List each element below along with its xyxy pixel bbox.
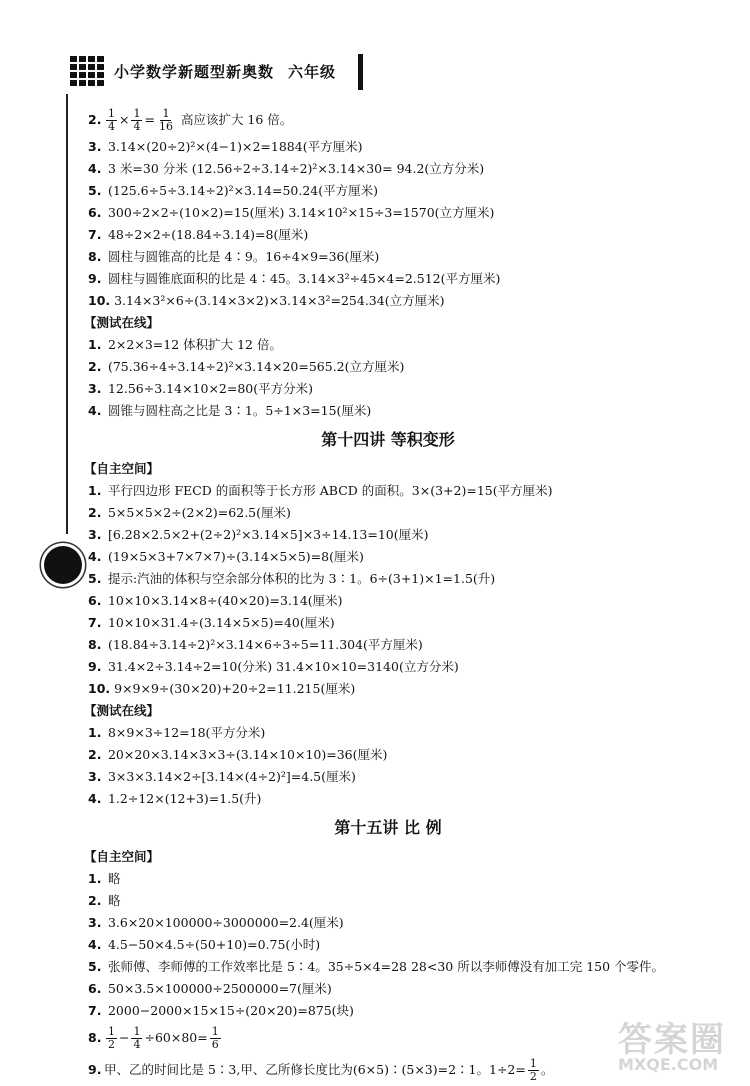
fraction-denominator: 6	[211, 1038, 219, 1051]
book-title: 小学数学新题型新奥数 六年级	[114, 63, 337, 81]
fraction	[157, 108, 175, 133]
answer-line	[88, 634, 708, 656]
answer-line	[88, 744, 708, 766]
fraction-numerator: 1	[133, 107, 141, 120]
grid-logo-icon	[70, 56, 104, 86]
fraction-denominator: 4	[133, 120, 141, 133]
answer-line	[88, 612, 708, 634]
fraction	[106, 108, 117, 133]
answer-line	[88, 268, 708, 290]
answer-text: 3.14×(20÷2)²×(4−1)×2=1884(平方厘米)	[104, 139, 363, 154]
fraction-denominator: 2	[529, 1070, 537, 1083]
fraction-numerator: 1	[162, 107, 170, 120]
fraction-numerator: 1	[108, 1025, 115, 1038]
answer-line	[88, 890, 708, 912]
item-number: 8.	[88, 637, 102, 652]
answer-line	[88, 202, 708, 224]
answer-text: 20×20×3.14×3×3÷(3.14×10×10)=36(厘米)	[104, 747, 388, 762]
answer-line	[88, 104, 708, 136]
item-number: 3.	[88, 527, 102, 542]
fraction-numerator: 1	[108, 107, 115, 120]
answer-text: 圆柱与圆锥底面积的比是 4∶45。3.14×3²÷45×4=2.512(平方厘米)	[104, 271, 501, 286]
answer-text: 300÷2×2÷(10×2)=15(厘米) 3.14×10²×15÷3=1570(立方厘米)	[104, 205, 495, 220]
answer-text: (18.84÷3.14÷2)²×3.14×6÷3÷5=11.304(平方厘米)	[104, 637, 423, 652]
page-circle-mark	[44, 546, 82, 584]
answer-text: 甲、乙的时间比是 5∶3,甲、乙所修长度比为(6×5)∶(5×3)=2∶1。1÷2=	[104, 1062, 526, 1077]
fraction-denominator: 4	[108, 120, 115, 133]
fraction-denominator: 2	[108, 1038, 115, 1051]
item-number: 1.	[88, 725, 102, 740]
fraction	[528, 1058, 539, 1083]
item-number: 8.	[88, 249, 102, 264]
answer-line	[88, 956, 708, 978]
item-number: 1.	[88, 337, 102, 352]
operator: −	[119, 1030, 130, 1045]
answer-text: 高应该扩大 16 倍。	[176, 112, 293, 127]
answer-line	[88, 868, 708, 890]
item-number: 6.	[88, 205, 102, 220]
item-number: 3.	[88, 915, 102, 930]
answer-text: 略	[104, 871, 121, 886]
fraction	[210, 1026, 221, 1051]
section-heading: 【测试在线】	[84, 315, 160, 330]
answer-line	[88, 158, 708, 180]
answer-line	[88, 678, 708, 700]
answer-text: 5×5×5×2÷(2×2)=62.5(厘米)	[104, 505, 291, 520]
answer-line	[88, 978, 708, 1000]
answer-text: 8×9×3÷12=18(平方分米)	[104, 725, 266, 740]
answer-line	[88, 788, 708, 810]
answer-line	[88, 912, 708, 934]
answer-line	[88, 334, 708, 356]
answer-text: 3.6×20×100000÷3000000=2.4(厘米)	[104, 915, 344, 930]
answer-line	[88, 246, 708, 268]
answer-line	[88, 480, 708, 502]
answer-text: (125.6÷5÷3.14÷2)²×3.14=50.24(平方厘米)	[104, 183, 378, 198]
fraction	[106, 1026, 117, 1051]
item-number: 2.	[88, 747, 102, 762]
answer-text: (75.36÷4÷3.14÷2)²×3.14×20=565.2(立方厘米)	[104, 359, 405, 374]
fraction-numerator: 1	[211, 1025, 219, 1038]
answer-line	[88, 934, 708, 956]
item-number: 5.	[88, 571, 102, 586]
answer-line	[88, 524, 708, 546]
answer-text: 10×10×3.14×8÷(40×20)=3.14(厘米)	[104, 593, 343, 608]
answer-text: 48÷2×2÷(18.84÷3.14)=8(厘米)	[104, 227, 309, 242]
answer-line	[88, 136, 708, 158]
answer-line	[88, 546, 708, 568]
item-number: 8.	[88, 1030, 102, 1045]
answer-text: 3.14×3²×6÷(3.14×3×2)×3.14×3²=254.34(立方厘米)	[110, 293, 445, 308]
answer-text: 12.56÷3.14×10×2=80(平方分米)	[104, 381, 314, 396]
answer-line	[88, 224, 708, 246]
section-heading: 【测试在线】	[84, 703, 160, 718]
answer-text: 4.5−50×4.5÷(50+10)=0.75(小时)	[104, 937, 321, 952]
item-number: 10.	[88, 293, 111, 308]
answer-text: [6.28×2.5×2+(2÷2)²×3.14×5]×3÷14.13=10(厘米)	[104, 527, 429, 542]
item-number: 1.	[88, 871, 102, 886]
answer-line	[88, 1054, 708, 1086]
operator: =	[144, 112, 155, 127]
answer-text: 1.2÷12×(12+3)=1.5(升)	[104, 791, 262, 806]
item-number: 4.	[88, 549, 102, 564]
answer-line	[88, 502, 708, 524]
item-number: 4.	[88, 161, 102, 176]
answer-line	[88, 290, 708, 312]
operator: ×	[119, 112, 130, 127]
answer-line	[88, 656, 708, 678]
watermark-url: MXQE.COM	[618, 1055, 719, 1074]
item-number: 6.	[88, 593, 102, 608]
item-number: 4.	[88, 791, 102, 806]
answer-line	[88, 356, 708, 378]
answer-text: (19×5×3+7×7×7)÷(3.14×5×5)=8(厘米)	[104, 549, 364, 564]
item-number: 2.	[88, 359, 102, 374]
item-number: 3.	[88, 769, 102, 784]
item-number: 3.	[88, 139, 102, 154]
fraction-numerator: 1	[133, 1025, 141, 1038]
item-number: 7.	[88, 227, 102, 242]
answer-content	[84, 104, 708, 1086]
item-number: 4.	[88, 403, 102, 418]
answer-line	[88, 1022, 708, 1054]
answer-text: 3×3×3.14×2÷[3.14×(4÷2)²]=4.5(厘米)	[104, 769, 356, 784]
chapter-heading: 第十五讲 比 例	[334, 818, 442, 837]
answer-text: 。	[540, 1062, 554, 1077]
item-number: 10.	[88, 681, 111, 696]
item-number: 7.	[88, 1003, 102, 1018]
answer-text: 50×3.5×100000÷2500000=7(厘米)	[104, 981, 332, 996]
header-bar	[358, 54, 363, 90]
watermark	[618, 1012, 738, 1072]
answer-text: 圆锥与圆柱高之比是 3∶1。5÷1×3=15(厘米)	[104, 403, 372, 418]
item-number: 9.	[88, 1062, 102, 1077]
fraction-denominator: 16	[158, 120, 173, 133]
item-number: 1.	[88, 483, 102, 498]
answer-text: 张师傅、李师傅的工作效率比是 5∶4。35÷5×4=28 28<30 所以李师傅没有加工完 150 个零件。	[104, 959, 665, 974]
fraction-numerator: 1	[529, 1057, 537, 1070]
item-number: 2.	[88, 505, 102, 520]
item-number: 5.	[88, 183, 102, 198]
watermark-logo-text: 答案圈	[618, 1020, 726, 1060]
answer-line	[88, 766, 708, 788]
answer-text: 圆柱与圆锥高的比是 4∶9。16÷4×9=36(厘米)	[104, 249, 380, 264]
item-number: 9.	[88, 271, 102, 286]
answer-text: 提示:汽油的体积与空余部分体积的比为 3∶1。6÷(3+1)×1=1.5(升)	[104, 571, 496, 586]
answer-line	[88, 1000, 708, 1022]
page-header	[62, 50, 372, 94]
chapter-heading: 第十四讲 等积变形	[321, 430, 455, 449]
item-number: 9.	[88, 659, 102, 674]
answer-text: 2×2×3=12 体积扩大 12 倍。	[104, 337, 282, 352]
item-number: 7.	[88, 615, 102, 630]
answer-text: ÷60×80=	[144, 1030, 208, 1045]
fraction-denominator: 4	[133, 1038, 141, 1051]
answer-text: 31.4×2÷3.14÷2=10(分米) 31.4×10×10=3140(立方分米)	[104, 659, 459, 674]
item-number: 2.	[88, 893, 102, 908]
answer-text: 略	[104, 893, 121, 908]
item-number: 4.	[88, 937, 102, 952]
section-heading: 【自主空间】	[84, 461, 160, 476]
answer-text: 3 米=30 分米 (12.56÷2÷3.14÷2)²×3.14×30= 94.2(立方分米)	[104, 161, 485, 176]
item-number: 5.	[88, 959, 102, 974]
answer-text: 9×9×9÷(30×20)+20÷2=11.215(厘米)	[110, 681, 356, 696]
margin-rule	[66, 94, 68, 534]
answer-line	[88, 400, 708, 422]
answer-text: 10×10×31.4÷(3.14×5×5)=40(厘米)	[104, 615, 335, 630]
section-heading: 【自主空间】	[84, 849, 160, 864]
answer-text: 2000−2000×15×15÷(20×20)=875(块)	[104, 1003, 354, 1018]
item-number: 2.	[88, 112, 102, 127]
answer-line	[88, 722, 708, 744]
fraction	[131, 108, 142, 133]
fraction	[131, 1026, 142, 1051]
answer-line	[88, 590, 708, 612]
answer-line	[88, 378, 708, 400]
answer-line	[88, 180, 708, 202]
item-number: 6.	[88, 981, 102, 996]
answer-line	[88, 568, 708, 590]
grade-label: 六年级	[288, 63, 337, 81]
answer-text: 平行四边形 FECD 的面积等于长方形 ABCD 的面积。3×(3+2)=15(平方厘米)	[104, 483, 553, 498]
item-number: 3.	[88, 381, 102, 396]
